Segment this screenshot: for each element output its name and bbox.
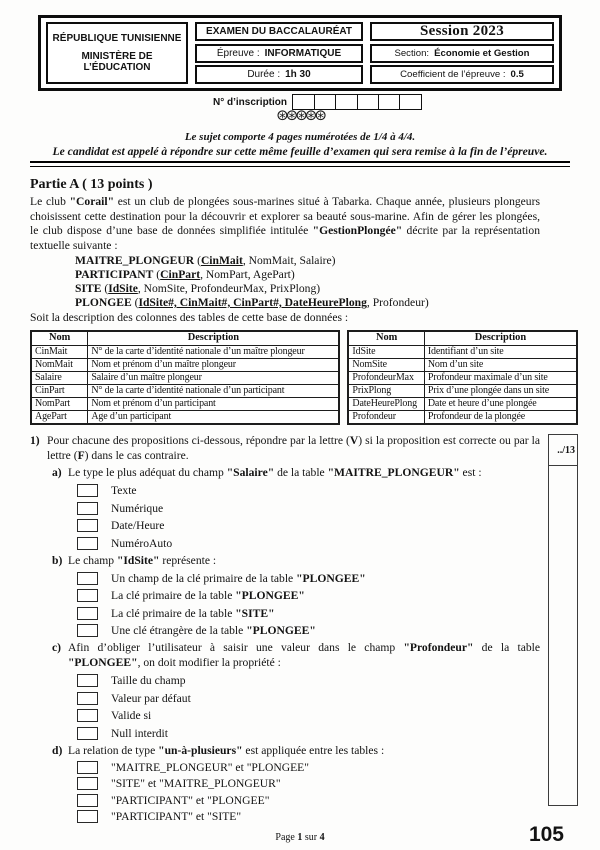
exam-title-box [195,22,363,41]
schema-line-plongee [75,296,578,310]
sub-label: a) [52,466,62,479]
option-text: Numérique [111,501,164,515]
col-header-nom: Nom [348,331,424,345]
field-name: Salaire [31,371,88,384]
question-text [47,433,540,463]
letter-f: F [77,448,85,462]
field-name: Profondeur [348,410,424,424]
sub-text-part: Le champ [68,553,117,567]
sub-label: d) [52,743,63,757]
answer-checkbox[interactable] [77,761,98,774]
field-name: AgePart [31,410,88,424]
question-number: 1) [30,433,40,447]
field-description: Profondeur de la plongée [424,410,577,424]
option-label [111,692,191,705]
option-text: "MAITRE_PLONGEUR" et "PLONGEE" [111,760,309,774]
table-name: PLONGEE [75,296,132,309]
question-1b [52,553,540,568]
republic-line: RÉPUBLIQUE TUNISIENNE [52,33,182,44]
q1a-option-3 [77,519,540,533]
dict-intro: Soit la description des colonnes des tables de cette base de données : [30,311,349,324]
sub-text-part: de la table [473,641,540,654]
exam-header [38,15,562,91]
answer-checkbox[interactable] [77,674,98,687]
answer-checkbox[interactable] [77,624,98,637]
option-text: Une clé étrangère de la table [111,624,247,637]
table-row [348,410,577,424]
schema-text: ( [131,296,139,309]
schema-text: ( [194,254,201,267]
exam-title: EXAMEN DU BACCALAURÉAT [206,26,352,37]
option-text: Taille du champ [111,674,186,687]
option-bold: "PLONGEE" [235,589,305,602]
q1d-option-1 [77,760,540,774]
field-description: Prix d’une plongée dans un site [424,384,577,397]
primary-key: IdSite#, CinMait#, CinPart#, DateHeurePlong [138,296,367,309]
option-label [111,537,172,550]
table-row [348,384,577,397]
option-text: Texte [111,484,137,497]
answer-checkbox[interactable] [77,519,98,532]
table-header-row [31,331,339,345]
schema-text: ( [101,282,109,295]
question-1 [30,433,540,824]
question-1-intro [30,433,540,463]
answer-checkbox[interactable] [77,709,98,722]
page-footer [0,832,600,843]
answer-checkbox[interactable] [77,810,98,823]
field-description: N° de la carte d’identité nationale d’un maître plongeur [88,345,340,358]
section-value: Économie et Gestion [434,47,530,59]
table-row [31,345,339,358]
option-text: Valeur par défaut [111,691,191,705]
q1d-option-3 [77,793,540,807]
option-label [111,502,163,515]
q1a-option-2 [77,501,540,515]
sub-text [68,553,540,568]
double-rule [30,161,570,167]
option-text: "PARTICIPANT" et "SITE" [111,810,242,823]
db-schema [75,254,578,310]
table-header-row [348,331,577,345]
primary-key: CinMait [200,254,243,267]
option-text: Valide si [111,709,152,722]
columns-table-right [347,330,578,425]
sub-text [68,465,540,480]
q1b-option-1 [77,571,540,585]
option-bold: "PLONGEE" [246,624,316,637]
col-header-nom: Nom [31,331,88,345]
answer-checkbox[interactable] [77,794,98,807]
schema-line-maitre-plongeur [75,254,578,268]
option-label [111,810,241,823]
field-ref: "Profondeur" [403,641,474,654]
main-content [30,176,578,824]
intro-text: ) dans le cas contraire. [84,448,189,462]
intro-text: Pour chacune des propositions ci-dessous, répondre par la lettre ( [47,433,350,447]
sub-text-part: représente : [159,553,217,567]
table-row [31,397,339,410]
option-text: "PARTICIPANT" et "PLONGEE" [111,793,270,807]
option-label [111,484,137,497]
epreuve-value: INFORMATIQUE [264,47,342,59]
sub-text-part: Le type le plus adéquat du champ [68,466,227,479]
table-name: PARTICIPANT [75,268,154,281]
schema-line-site [75,282,578,296]
session-box: Session 2023 [370,22,554,41]
answer-checkbox[interactable] [77,502,98,515]
sub-text-part: de la table [274,466,328,479]
header-right-column [370,22,554,84]
option-text: "SITE" et "MAITRE_PLONGEUR" [111,777,281,790]
sub-label: c) [52,641,62,654]
field-name: NomPart [31,397,88,410]
option-label [111,589,305,602]
marks-box [548,434,578,806]
field-ref: "Salaire" [226,466,275,479]
option-text: Un champ de la clé primaire de la table [111,571,297,585]
table-name: SITE [75,282,102,295]
table-row [348,371,577,384]
table-name: MAITRE_PLONGEUR [75,254,195,267]
table-row [348,358,577,371]
current-page: 1 [297,832,303,843]
duree-label: Durée : [247,69,281,80]
database-name: "GestionPlongée" [312,224,403,237]
field-name: PrixPlong [348,384,424,397]
schema-text: , Profondeur) [366,296,429,309]
q1a-option-4 [77,536,540,550]
sub-text [68,743,540,758]
notice-line-2: Le candidat est appelé à répondre sur cette même feuille d’examen qui sera remise à la fin de l’épreuve. [52,145,548,158]
table-row [31,384,339,397]
field-description: Nom et prénom d’un maître plongeur [88,358,340,371]
epreuve-label: Épreuve : [216,47,260,59]
field-description: Identifiant d’un site [424,345,577,358]
q1c-option-3 [77,709,540,723]
q1c-option-4 [77,726,540,740]
answer-checkbox[interactable] [77,692,98,705]
table-ref: "PLONGEE" [68,656,138,669]
q1a-option-1 [77,484,540,498]
table-ref: "MAITRE_PLONGEUR" [327,466,460,479]
option-text: Date/Heure [111,519,165,532]
schema-text: , NomMait, Salaire) [242,254,336,267]
q1d-option-4 [77,810,540,824]
sub-text-part: , on doit modifier la propriété : [137,656,281,669]
sub-label: b) [52,553,63,567]
sub-text-part: est appliquée entre les tables : [242,743,385,757]
relation-type: "un-à-plusieurs" [158,743,243,757]
sub-text-part: La relation de type [68,743,159,757]
field-description: Salaire d’un maître plongeur [88,371,340,384]
q1d-option-2 [77,777,540,791]
answer-checkbox[interactable] [77,572,98,585]
coefficient-label: Coefficient de l’épreuve : [400,69,506,80]
field-description: Profondeur maximale d’un site [424,371,577,384]
schema-text: , NomSite, ProfondeurMax, PrixPlong) [137,282,321,295]
field-name: NomSite [348,358,424,371]
part-a-title: Partie A ( 13 points ) [30,177,153,192]
q1c-option-1 [77,674,540,688]
col-header-description: Description [424,331,577,345]
intro-text: décrite par la représentation textuelle suivante : [30,224,540,252]
answer-checkbox[interactable] [77,589,98,602]
option-label [111,727,168,740]
table-row [31,358,339,371]
option-label [111,709,151,722]
table-row [31,371,339,384]
field-description: Age d’un participant [88,410,340,424]
option-label [111,674,186,687]
option-text: Null interdit [111,726,168,740]
option-label [111,607,275,620]
duree-value: 1h 30 [285,69,311,80]
columns-table-left [30,330,340,425]
field-description: Nom d’un site [424,358,577,371]
ornament-divider: ⊛⊛⊛⊛⊛ [276,106,324,124]
option-label [111,519,164,532]
question-1d [52,743,540,758]
section-label: Section: [394,47,430,59]
coefficient-value: 0.5 [510,69,524,80]
field-name: NomMait [31,358,88,371]
header-middle-column [195,22,363,84]
schema-text: ( [153,268,161,281]
sub-text-part: est : [459,466,482,479]
primary-key: CinPart [160,268,201,281]
sub-text-part: Afin d’obliger l’utilisateur à saisir une valeur dans le champ [68,641,404,654]
table-row [348,345,577,358]
option-text: La clé primaire de la table [111,589,236,602]
option-label [111,777,281,790]
answer-checkbox[interactable] [77,537,98,550]
field-description: Date et heure d’une plongée [424,397,577,410]
q1b-option-2 [77,589,540,603]
field-description: Nom et prénom d’un participant [88,397,340,410]
institution-box [46,22,188,84]
intro-text: ) si la proposition est correcte ou par la lettre ( [47,433,540,462]
answer-checkbox[interactable] [77,484,98,497]
club-name: "Corail" [69,195,115,208]
answer-checkbox[interactable] [77,777,98,790]
field-name: DateHeurePlong [348,397,424,410]
epreuve-box [195,44,363,63]
intro-text: est un club de plongées sous-marines situé à Tabarka. Chaque année, plusieurs plongeurs choisissent cette destination pour la découvrir et explorer sa beauté sous-marine. Afin de gérer les plongées, le club dispose d’une base de données simplifiée intitulée [30,195,540,237]
option-text: NuméroAuto [111,536,173,550]
schema-line-participant [75,268,578,282]
sub-text [68,640,540,670]
coefficient-box [370,65,554,84]
option-label [111,624,316,637]
footer-text: Page [275,832,298,843]
option-bold: "SITE" [235,606,275,620]
field-description: N° de la carte d’identité nationale d’un participant [88,384,340,397]
footer-text: sur [302,832,320,843]
answer-checkbox[interactable] [77,727,98,740]
field-name: ProfondeurMax [348,371,424,384]
ministry-line: MINISTÈRE DE L’ÉDUCATION [81,51,153,73]
letter-v: V [349,433,359,447]
total-pages: 4 [319,832,325,843]
field-name: IdSite [348,345,424,358]
field-ref: "IdSite" [116,553,160,567]
column-description-tables [30,330,578,425]
field-name: CinMait [31,345,88,358]
duree-box [195,65,363,84]
schema-text: , NomPart, AgePart) [200,268,295,281]
option-label [111,761,309,774]
notice-block [0,130,600,159]
table-row [31,410,339,424]
question-1a [52,465,540,480]
answer-checkbox[interactable] [77,607,98,620]
col-header-description: Description [88,331,340,345]
option-bold: "PLONGEE" [296,571,366,585]
q1b-option-4 [77,624,540,638]
notice-line-1: Le sujet comporte 4 pages numérotées de 1/4 à 4/4. [184,131,416,143]
option-label [111,572,366,585]
option-label [111,794,269,807]
field-name: CinPart [31,384,88,397]
part-a-intro [30,195,540,253]
q1c-option-2 [77,691,540,705]
corner-page-number: 105 [528,823,564,846]
option-text: La clé primaire de la table [111,606,236,620]
question-1c [52,640,540,670]
table-row [348,397,577,410]
primary-key: IdSite [108,282,138,295]
marks-value[interactable]: ../13 [549,435,577,466]
q1b-option-3 [77,606,540,620]
intro-text: Le club [30,195,70,208]
inscription-label: N° d’inscription [213,96,287,108]
section-box [370,44,554,63]
